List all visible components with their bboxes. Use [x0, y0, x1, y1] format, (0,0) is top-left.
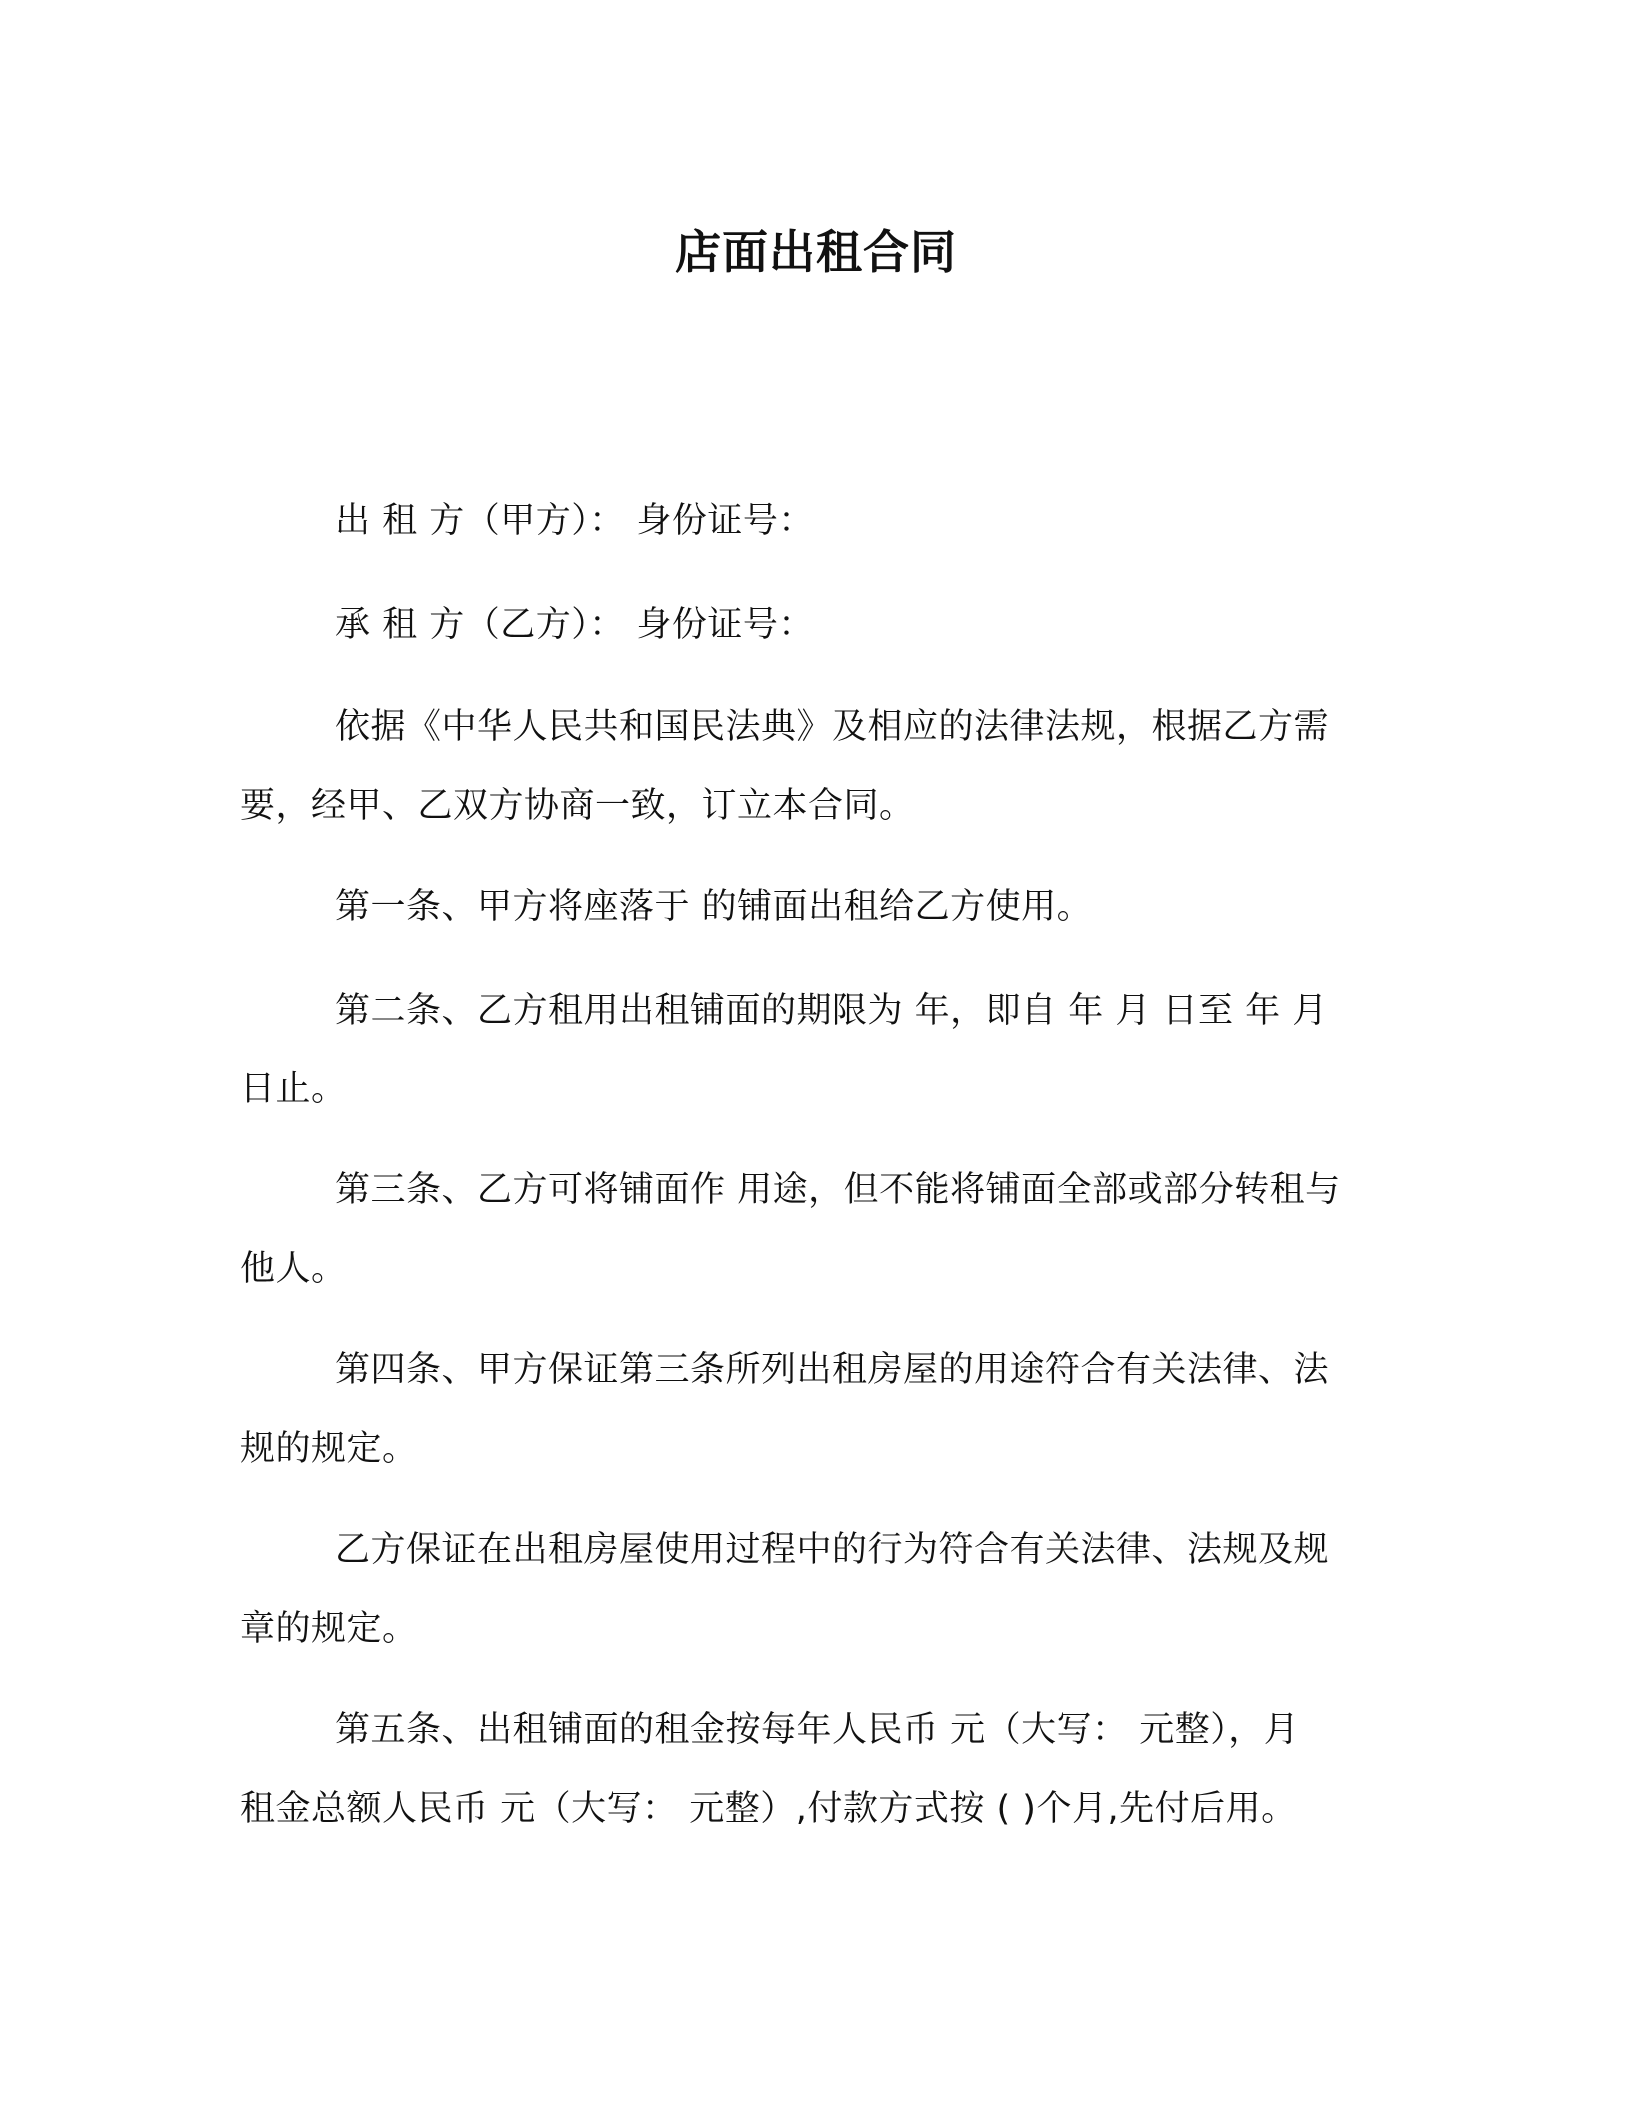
article-5-line-2: 租金总额人民币 元（大写： 元整）,付款方式按 ( )个月,先付后用。	[240, 1789, 1297, 1829]
article-5-line-1: 第五条、出租铺面的租金按每年人民币 元（大写： 元整），月	[335, 1710, 1300, 1750]
document-title: 店面出租合同	[675, 225, 957, 279]
article-2-line-2: 日止。	[240, 1069, 347, 1109]
preamble-line-1: 依据《中华人民共和国民法典》及相应的法律法规，根据乙方需	[335, 707, 1330, 747]
article-3-line-1: 第三条、乙方可将铺面作 用途，但不能将铺面全部或部分转租与	[335, 1170, 1341, 1210]
preamble-line-2: 要，经甲、乙双方协商一致，订立本合同。	[240, 786, 915, 826]
lessor-line: 出 租 方（甲方）： 身份证号：	[335, 501, 814, 541]
article-3-line-2: 他人。	[240, 1249, 347, 1289]
article-4b-line-2: 章的规定。	[240, 1609, 418, 1649]
article-4-line-1: 第四条、甲方保证第三条所列出租房屋的用途符合有关法律、法	[335, 1350, 1330, 1390]
lessee-line: 承 租 方（乙方）： 身份证号：	[335, 605, 814, 645]
article-4-line-2: 规的规定。	[240, 1429, 418, 1469]
article-2-line-1: 第二条、乙方租用出租铺面的期限为 年，即自 年 月 日至 年 月	[335, 991, 1328, 1031]
article-1-line-1: 第一条、甲方将座落于 的铺面出租给乙方使用。	[335, 887, 1093, 927]
article-4b-line-1: 乙方保证在出租房屋使用过程中的行为符合有关法律、法规及规	[335, 1530, 1330, 1570]
